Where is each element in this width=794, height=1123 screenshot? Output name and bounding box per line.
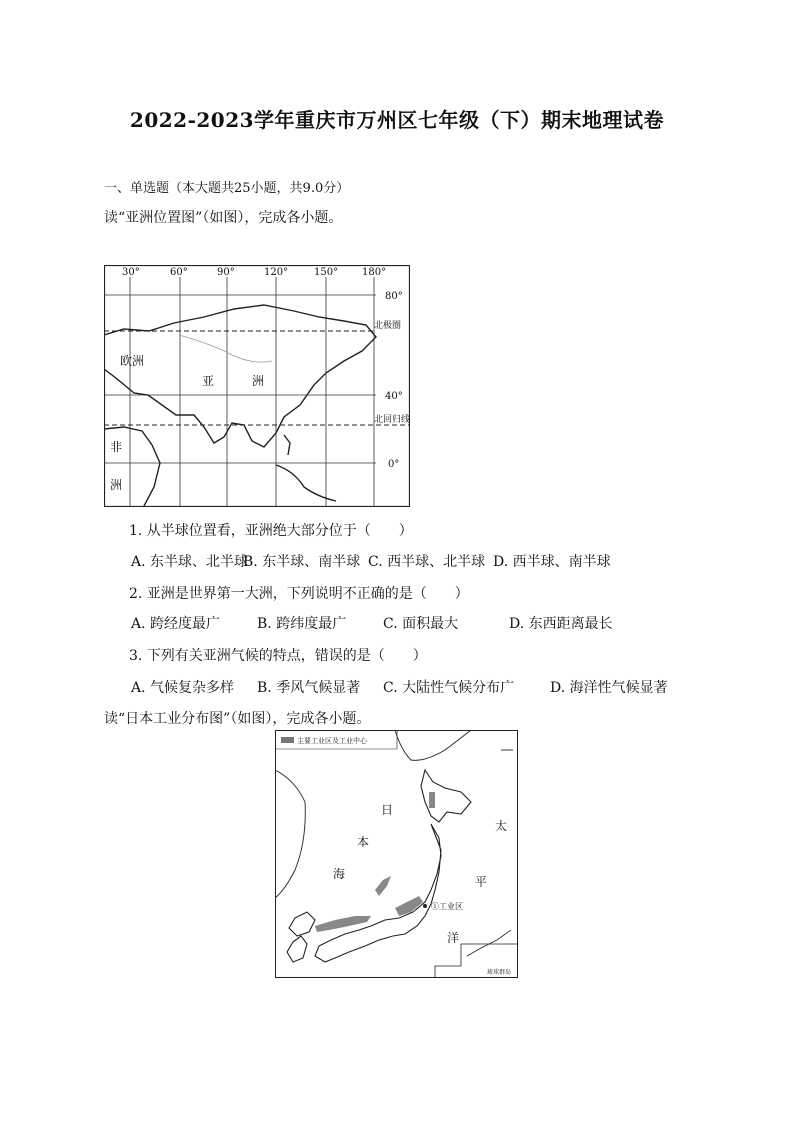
intro-asia-map: 读“亚洲位置图”（如图），完成各小题。 [104,210,343,226]
question-2-options [131,613,613,633]
region-label-asia-2: 洲 [252,374,265,388]
label-ben: 本 [357,835,370,849]
credit-label: 琉球群岛 [487,969,512,976]
region-label-africa-1: 非 [110,440,123,454]
asia-location-map [104,265,410,507]
question-3: 3. 下列有关亚洲气候的特点，错误的是（ ） [129,648,427,664]
q3-option-d[interactable]: D. 海洋性气候显著 [550,680,668,696]
q1-option-c[interactable]: C. 西半球、北半球 [368,554,486,570]
q2-option-c[interactable]: C. 面积最大 [383,616,459,632]
page-title: 2022-2023学年重庆市万州区七年级（下）期末地理试卷 [129,108,665,132]
tropic-label: 北回归线 [374,415,410,425]
lon-label-30: 30° [122,267,140,278]
lon-label-90: 90° [217,267,235,278]
lat-label-80: 80° [385,291,403,302]
lon-label-60: 60° [170,267,188,278]
lon-label-150: 150° [314,267,339,278]
lon-label-180: 180° [362,267,387,278]
region-label-europe: 欧洲 [120,354,145,368]
lon-label-120: 120° [264,267,289,278]
lat-label-40: 40° [385,391,403,402]
label-hai: 海 [333,867,346,881]
label-ping: 平 [475,875,488,889]
region-label-africa-2: 洲 [110,478,123,492]
label-ri: 日 [381,803,394,817]
japan-industry-map [275,730,518,978]
q1-option-d[interactable]: D. 西半球、南半球 [493,554,611,570]
question-1-options [131,551,611,571]
q1-option-b[interactable]: B. 东半球、南半球 [243,554,361,570]
q2-option-b[interactable]: B. 跨纬度最广 [257,616,347,632]
label-yang: 洋 [447,931,460,945]
section-heading: 一、单选题（本大题共25小题，共9.0分） [104,181,350,196]
q3-option-b[interactable]: B. 季风气候显著 [257,680,361,696]
q3-option-a[interactable]: A. 气候复杂多样 [131,680,235,696]
q3-option-c[interactable]: C. 大陆性气候分布广 [383,680,515,696]
question-1: 1. 从半球位置看，亚洲绝大部分位于（ ） [129,523,413,539]
label-tai: 太 [495,819,508,833]
intro-japan-map: 读“日本工业分布图”（如图），完成各小题。 [104,711,371,727]
legend-swatch [281,737,294,743]
region-label-asia-1: 亚 [202,374,215,388]
q2-option-d[interactable]: D. 东西距离最长 [509,616,613,632]
question-3-options [131,677,668,697]
lat-label-0: 0° [388,459,400,470]
q1-option-a[interactable]: A. 东半球、北半球 [131,554,249,570]
legend-label: 主要工业区及工业中心 [297,737,367,745]
q2-option-a[interactable]: A. 跨经度最广 [131,616,221,632]
arctic-circle-label: 北极圈 [374,321,402,331]
industrial-zone-marker: ①工业区 [431,902,463,911]
question-2: 2. 亚洲是世界第一大洲，下列说明不正确的是（ ） [129,586,469,602]
